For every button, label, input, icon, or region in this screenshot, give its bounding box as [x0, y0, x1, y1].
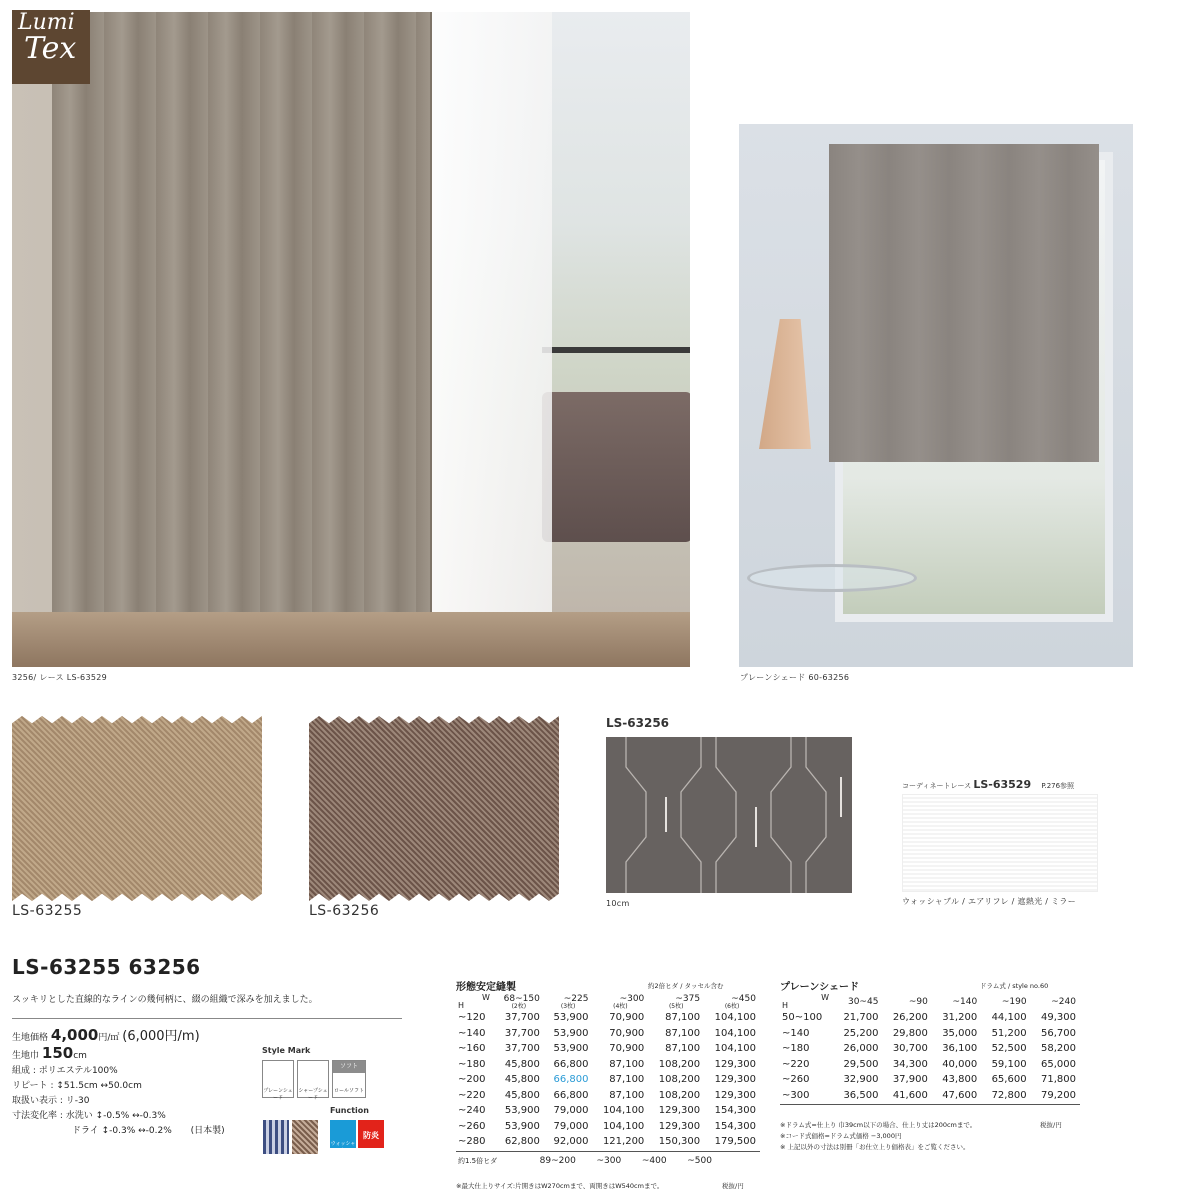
curtain-footer-row [456, 1154, 716, 1170]
balcony-rail [542, 347, 690, 353]
pattern-repeat-image [606, 737, 852, 893]
price-cell: 26,000 [843, 1043, 879, 1055]
shade-photo-caption: プレーンシェード 60-63256 [740, 673, 850, 682]
curtain-footer-value-1: 89~200 [539, 1156, 576, 1167]
row-height-label: ~280 [458, 1136, 486, 1148]
price-cell: 87,100 [609, 1058, 645, 1070]
curtain-table-rule [456, 1151, 760, 1152]
swatch-ls63255 [12, 716, 262, 901]
swatch-ls63256 [309, 716, 559, 901]
price-cell: 179,500 [714, 1136, 756, 1148]
price-cell: 92,000 [553, 1136, 589, 1148]
curtain-table-header [456, 994, 760, 1010]
swatch-chip-brown [292, 1120, 318, 1154]
price-cell: 70,900 [609, 1012, 645, 1024]
price-cell: 26,200 [892, 1012, 928, 1024]
shade-price-table [780, 994, 1080, 1105]
row-height-label: ~300 [782, 1089, 810, 1101]
price-cell: 70,900 [609, 1027, 645, 1039]
coordinate-code: LS-63529 [973, 778, 1032, 791]
price-cell: 66,800 [553, 1089, 589, 1101]
price-cell: 104,100 [714, 1043, 756, 1055]
price-cell: 108,200 [658, 1074, 701, 1086]
shade-col-5: ~240 [1051, 997, 1076, 1007]
dim-change-2-line [12, 1124, 262, 1139]
price-cell: 37,700 [504, 1027, 540, 1039]
price-cell: 56,700 [1041, 1027, 1076, 1039]
row-height-label: 50~100 [782, 1012, 823, 1024]
curtain-col-3-range: ~300 [619, 994, 645, 1004]
table-row [780, 1088, 1080, 1104]
price-cell: 71,800 [1041, 1074, 1076, 1086]
care-label: 取扱い表示 : リ-30 [12, 1096, 90, 1106]
table-row [456, 1041, 760, 1057]
row-height-label: ~220 [782, 1058, 810, 1070]
roman-shade-photo [739, 124, 1133, 667]
price-cell: 44,100 [991, 1012, 1027, 1024]
price-cell: 45,800 [504, 1089, 540, 1101]
divider [12, 1018, 402, 1019]
width-label: 生地巾 [12, 1051, 40, 1061]
price-label: 生地価格 [12, 1033, 49, 1043]
curtain-col-2 [544, 994, 593, 1010]
table-row [456, 1057, 760, 1073]
price-cell: 29,800 [892, 1027, 928, 1039]
swatch-label-1: LS-63255 [12, 903, 83, 919]
flame-retardant-label: 防炎 [363, 1131, 379, 1140]
brand-logo-line2: Tex [24, 31, 77, 66]
coordinate-lace-swatch [902, 794, 1098, 892]
price-cell: 87,100 [665, 1012, 701, 1024]
dim-change-1: 寸法変化率 : 水洗い ↕-0.5% ↔-0.3% [12, 1111, 166, 1121]
curtain-col-4 [648, 994, 704, 1010]
price-cell: 104,100 [602, 1120, 645, 1132]
curtain-col-4-range: ~375 [675, 994, 701, 1004]
price-cell: 62,800 [504, 1136, 540, 1148]
price-cell: 21,700 [843, 1012, 879, 1024]
table-row [456, 1026, 760, 1042]
glass-table [747, 564, 917, 592]
price-cell: 129,300 [714, 1074, 756, 1086]
price-cell: 66,800 [553, 1074, 589, 1086]
price-cell: 52,500 [991, 1043, 1027, 1055]
width-line [12, 1046, 262, 1064]
price-cell: 36,100 [942, 1043, 978, 1055]
price-cell: 53,900 [504, 1105, 540, 1117]
price-cell: 45,800 [504, 1058, 540, 1070]
product-title: LS-63255 63256 [12, 955, 201, 979]
main-photo-caption: 3256/ レース LS-63529 [12, 673, 108, 682]
shade-col-3: ~140 [952, 997, 978, 1007]
curtain-col-4-panels: (5枚) [668, 1003, 684, 1010]
coordinate-ref: P.276参照 [1041, 782, 1075, 790]
price-cell: 70,900 [609, 1043, 645, 1055]
curtain-col-2-panels: (3枚) [560, 1003, 576, 1010]
price-cell: 87,100 [609, 1074, 645, 1086]
washable-icon [330, 1120, 356, 1154]
curtain-col-5-range: ~450 [731, 994, 756, 1004]
row-height-label: ~140 [782, 1027, 810, 1039]
curtain-col-1 [494, 994, 544, 1010]
price-cell: 47,600 [942, 1089, 978, 1101]
curtain-col-5-panels: (6枚) [724, 1003, 740, 1010]
brand-logo [12, 10, 90, 84]
price-cell: 79,000 [553, 1120, 589, 1132]
price-cell: 29,500 [843, 1058, 879, 1070]
roman-shade [829, 144, 1099, 462]
price-cell: 65,600 [991, 1074, 1027, 1086]
shade-col-4: ~190 [1001, 997, 1027, 1007]
shade-table-body [780, 1010, 1080, 1103]
price-cell: 32,900 [843, 1074, 879, 1086]
curtain-tax-note: 税抜/円 [722, 1182, 744, 1190]
curtain-h-label: H [458, 1001, 465, 1010]
style-mark-plain-label: プレーンシェード [263, 1088, 293, 1101]
flame-retardant-icon [358, 1120, 384, 1148]
curtain-col-1-panels: (2枚) [511, 1003, 527, 1010]
row-height-label: ~180 [458, 1058, 486, 1070]
style-mark-plain [262, 1060, 294, 1101]
table-row [780, 1026, 1080, 1042]
drape-curtain [52, 12, 432, 652]
row-height-label: ~260 [458, 1120, 486, 1132]
table-row [456, 1119, 760, 1135]
curtain-footer-value-4: ~500 [687, 1156, 712, 1167]
row-height-label: ~240 [458, 1105, 486, 1117]
shade-note-2: ※コード式価格=ドラム式価格 −3,000円 [780, 1132, 902, 1140]
curtain-footer-label: 約1.5倍ヒダ [458, 1157, 498, 1166]
price-cell: 129,300 [714, 1058, 756, 1070]
price-cell: 87,100 [665, 1043, 701, 1055]
table-row [456, 1103, 760, 1119]
price-cell: 108,200 [658, 1089, 701, 1101]
curtain-footer-value-2: ~300 [596, 1156, 622, 1167]
price-cell: 154,300 [714, 1120, 756, 1132]
width-value: 150 [41, 1044, 74, 1062]
style-mark-label: Style Mark [262, 1046, 311, 1055]
price-unit: 円/㎡ [98, 1033, 120, 1043]
row-height-label: ~200 [458, 1074, 486, 1086]
curtain-w-label: W [481, 993, 490, 1002]
brand-logo-line1: Lumi [18, 10, 75, 35]
shade-wh-corner [780, 994, 833, 1010]
curtain-col-1-range: 68~150 [503, 994, 540, 1004]
pattern-code: LS-63256 [606, 716, 670, 730]
shade-h-label: H [782, 1001, 789, 1010]
shade-col-2: ~90 [908, 997, 928, 1007]
pattern-scale: 10cm [606, 899, 630, 908]
table-row [456, 1072, 760, 1088]
price-cell: 104,100 [714, 1012, 756, 1024]
spec-block [12, 1028, 262, 1139]
shade-table-title: プレーンシェード [780, 982, 859, 993]
price-cell: 37,700 [504, 1043, 540, 1055]
price-cell: 36,500 [843, 1089, 879, 1101]
dim-change-2: ドライ ↕-0.3% ↔-0.2% [72, 1126, 172, 1136]
row-height-label: ~220 [458, 1089, 486, 1101]
price-cell: 66,800 [553, 1058, 589, 1070]
table-row [780, 1041, 1080, 1057]
curtain-col-3-panels: (4枚) [613, 1003, 628, 1010]
washable-label: ウォッシャブル [330, 1141, 356, 1154]
curtain-footer-value-3: ~400 [641, 1156, 667, 1167]
swatch-chip-blue [263, 1120, 289, 1154]
price-cell: 31,200 [942, 1012, 978, 1024]
repeat: リピート : ↕51.5cm ↔50.0cm [12, 1081, 142, 1091]
price-cell: 87,100 [609, 1089, 645, 1101]
price-cell: 104,100 [714, 1027, 756, 1039]
price-cell: 129,300 [714, 1089, 756, 1101]
price-cell: 121,200 [602, 1136, 645, 1148]
table-row [456, 1010, 760, 1026]
price-cell: 37,900 [892, 1074, 928, 1086]
shade-w-label: W [821, 993, 830, 1002]
price-cell: 79,000 [553, 1105, 589, 1117]
style-mark-sharp [297, 1060, 329, 1101]
price-cell: 40,000 [942, 1058, 978, 1070]
table-row [780, 1072, 1080, 1088]
price-cell: 45,800 [504, 1074, 540, 1086]
price-cell: 30,700 [892, 1043, 928, 1055]
price-cell: 87,100 [665, 1027, 701, 1039]
price-cell: 53,900 [553, 1043, 589, 1055]
price-cell: 58,200 [1041, 1043, 1076, 1055]
price-cell: 34,300 [892, 1058, 928, 1070]
curtain-table-note: 約2倍ヒダ / タッセル含む [648, 982, 724, 990]
price-cell: 25,200 [843, 1027, 879, 1039]
swatch-label-2: LS-63256 [309, 903, 380, 919]
made-in: (日本製) [190, 1126, 225, 1136]
price-cell: 51,200 [991, 1027, 1027, 1039]
price-cell: 53,900 [553, 1027, 589, 1039]
row-height-label: ~120 [458, 1012, 486, 1024]
function-label: Function [330, 1106, 369, 1115]
curtain-table-title: 形態安定縫製 [456, 982, 516, 993]
price-cell: 53,900 [504, 1120, 540, 1132]
shade-table-note: ドラム式 / style no.60 [980, 982, 1049, 990]
style-mark-soft-sub: ロールソフト [334, 1088, 364, 1094]
shade-note-1: ※ドラム式=仕上り 巾39cm以下の場合、仕上り丈は200cmまで。 [780, 1121, 977, 1129]
price-cell: 35,000 [942, 1027, 978, 1039]
price-cell: 129,300 [658, 1105, 701, 1117]
row-height-label: ~160 [458, 1043, 486, 1055]
row-height-label: ~260 [782, 1074, 810, 1086]
curtain-col-5 [704, 994, 760, 1010]
price-cell: 43,800 [942, 1074, 978, 1086]
table-row [456, 1088, 760, 1104]
price-cell: 79,200 [1041, 1089, 1076, 1101]
price-cell: 72,800 [991, 1089, 1027, 1101]
price-cell: 49,300 [1041, 1012, 1076, 1024]
table-row [456, 1134, 760, 1150]
floor-lamp [759, 319, 811, 449]
curtain-col-2-range: ~225 [563, 994, 589, 1004]
curtain-col-3 [592, 994, 648, 1010]
price-cell: 65,000 [1041, 1058, 1076, 1070]
style-mark-sharp-label: シャープシェード [298, 1088, 328, 1101]
price-alt: (6,000円/m) [122, 1029, 200, 1044]
shade-tax-note: 税抜/円 [1040, 1121, 1062, 1129]
price-cell: 53,900 [553, 1012, 589, 1024]
shade-table-header [780, 994, 1080, 1010]
style-mark-soft-label: ソフト [333, 1061, 365, 1073]
row-height-label: ~140 [458, 1027, 486, 1039]
main-curtain-photo [12, 12, 690, 667]
shade-note-3: ※ 上記以外の寸法は別冊「お仕立上り価格表」をご覧ください。 [780, 1143, 970, 1151]
price-cell: 154,300 [714, 1105, 756, 1117]
sofa [542, 392, 690, 542]
price-cell: 41,600 [892, 1089, 928, 1101]
price-cell: 37,700 [504, 1012, 540, 1024]
price-value: 4,000 [50, 1026, 99, 1044]
product-description: スッキリとした直線的なラインの幾何柄に、綴の組織で深みを加えました。 [12, 995, 318, 1005]
style-mark-soft [332, 1060, 366, 1098]
price-cell: 59,100 [991, 1058, 1027, 1070]
curtain-price-table [456, 994, 760, 1169]
curtain-table-body [456, 1010, 760, 1150]
row-height-label: ~180 [782, 1043, 810, 1055]
width-unit: cm [73, 1051, 87, 1061]
shade-notes [780, 1120, 976, 1153]
price-cell: 150,300 [658, 1136, 701, 1148]
price-cell: 129,300 [658, 1120, 701, 1132]
coordinate-lace-heading [902, 778, 1074, 791]
lace-curtain [422, 12, 552, 622]
curtain-wh-corner [456, 994, 494, 1010]
composition: 組成 : ポリエステル100% [12, 1066, 118, 1076]
pattern-lines [606, 737, 852, 893]
table-row [780, 1057, 1080, 1073]
floor [12, 612, 690, 667]
coordinate-features: ウォッシャブル / エアリフレ / 遮熱光 / ミラー [902, 897, 1077, 906]
price-cell: 108,200 [658, 1058, 701, 1070]
table-row [780, 1010, 1080, 1026]
shade-col-1: 30~45 [847, 997, 879, 1007]
shade-table-rule [780, 1104, 1080, 1105]
price-cell: 104,100 [602, 1105, 645, 1117]
coordinate-prefix: コーディネートレース [902, 782, 972, 790]
curtain-footnote: ※最大仕上りサイズ:片開きはW270cmまで、両開きはW540cmまで。 [456, 1182, 664, 1190]
